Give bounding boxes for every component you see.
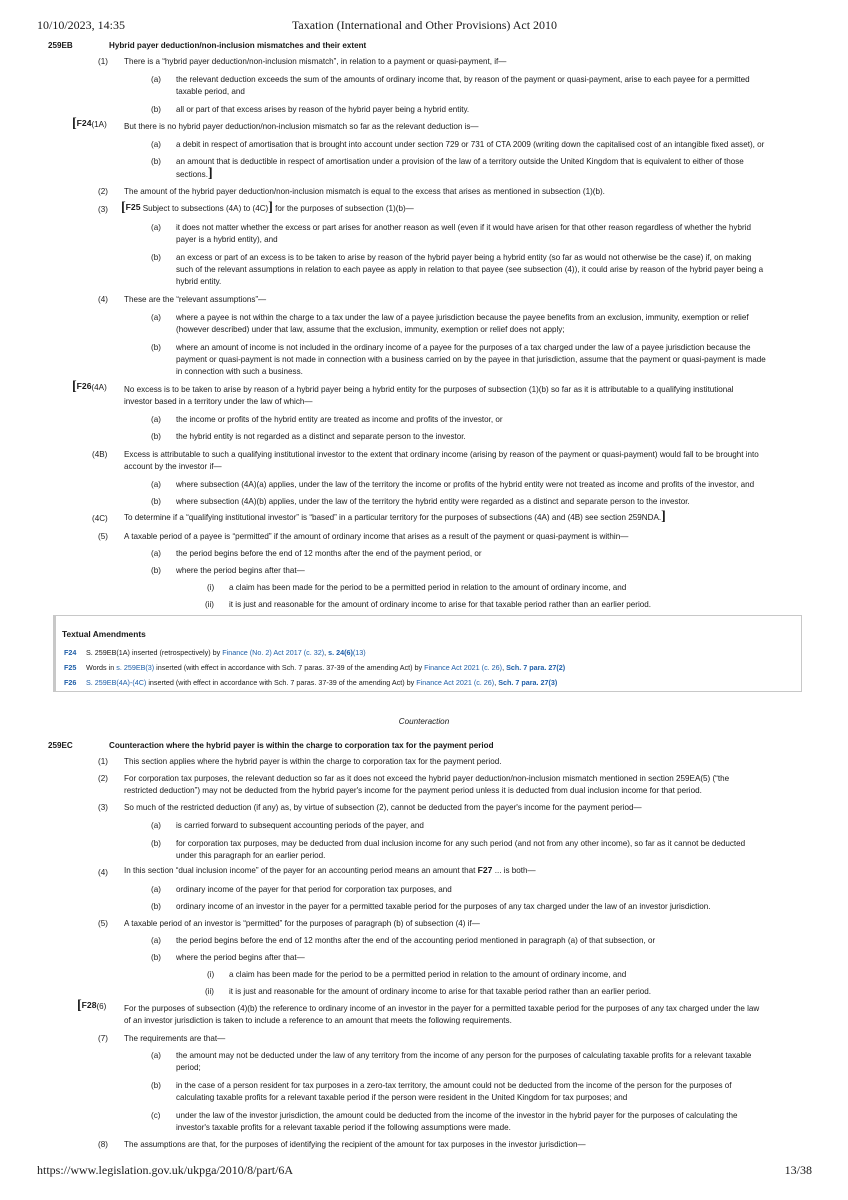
footnote-ref-f25[interactable]: F25 [125,202,141,212]
subsection-number: (6) [96,1002,107,1011]
textual-amendments-box [53,615,802,692]
subsection-text: For corporation tax purposes, the relevant deduction so far as it does not exceed the hybrid payer deduction/non-inclusion mismatch mentioned in section 259EA(5) (“the [124,774,730,783]
para-number: (a) [151,75,161,84]
para-number: (b) [151,902,161,911]
para-text: in connection with such a business. [176,367,303,376]
para-text: the amount may not be deducted under the law of any territory from the income of any person for the purposes of calculating taxable profits for a relevant taxable [176,1051,752,1060]
subpara-text: a claim has been made for the period to be a permitted period in relation to the amount of ordinary income, and [229,970,627,979]
subsection-text: In this section “dual inclusion income” of the payer for an accounting period means an amount that F27 ... is both— [124,865,536,875]
subpara-number: (i) [207,970,215,979]
para-text: where the period begins after that— [176,566,305,575]
subsection-text: of an investor jurisdiction is taken to include a reference to an amount that meets the following requirements. [124,1016,512,1025]
subsection-text: account by the investor if— [124,462,222,471]
para-text: is carried forward to subsequent accounting periods of the payer, and [176,821,424,830]
subsection-number: (1) [98,57,108,66]
subsection-text: The requirements are that— [124,1034,226,1043]
para-text: where subsection (4A)(b) applies, under the law of the territory the hybrid entity were regarded as a distinct and separate person to the investor. [176,497,690,506]
para-number: (c) [151,1111,161,1120]
amendment-link[interactable]: Sch. 7 para. 27(2) [506,663,566,672]
para-text: where an amount of income is not included in the ordinary income of a payee for the purposes of a tax charged under the law of a payee jurisdiction because the [176,343,751,352]
subsection-text: These are the “relevant assumptions”— [124,295,267,304]
amendment-link[interactable]: Sch. 7 para. 27(3) [498,678,558,687]
subpara-text: it is just and reasonable for the amount of ordinary income to arise for that taxable period rather than an earlier period. [229,600,652,609]
para-text: period; [176,1063,201,1072]
amendment-link[interactable]: (13) [352,648,366,657]
subsection-number: (4C) [92,514,108,523]
para-text: calculating taxable profits for a relevant taxable period if the person were resident in the United Kingdom for tax purposes; and [176,1093,628,1102]
amendment-marker: [F28(6) [77,998,107,1013]
subpara-number: (ii) [205,987,214,996]
subsection-text: A taxable period of an investor is “permitted” for the purposes of paragraph (b) of subsection (4) if— [124,919,480,928]
para-number: (b) [151,157,161,166]
para-text: the income or profits of the hybrid entity are treated as income and profits of the investor, or [176,415,503,424]
footnote-ref-f27[interactable]: F27 [477,865,493,875]
para-text: ordinary income of the payer for that period for corporation tax purposes, and [176,885,452,894]
subsection-text: investor based in a territory under the law of which— [124,397,313,406]
subpara-text: a claim has been made for the period to be a permitted period in relation to the amount of ordinary income, and [229,583,627,592]
para-number: (b) [151,953,161,962]
para-text: the hybrid entity is not regarded as a distinct and separate person to the investor. [176,432,466,441]
section-heading: Hybrid payer deduction/non-inclusion mismatches and their extent [109,41,367,50]
subsection-number: (3) [98,205,108,214]
subsection-text: [F25 Subject to subsections (4A) to (4C)] for the purposes of subsection (1)(b)— [121,200,414,215]
para-number: (a) [151,549,161,558]
subsection-text: But there is no hybrid payer deduction/non-inclusion mismatch so far as the relevant deduction is— [124,122,479,131]
para-text: ordinary income of an investor in the payer for a permitted taxable period for the purposes of any tax charged under the law of an investor jurisdiction. [176,902,711,911]
page-header [37,18,812,34]
para-text: for corporation tax purposes, may be deducted from dual inclusion income for any such period (and not from any other income), so far as it cannot be deducted [176,839,746,848]
para-text: it does not matter whether the excess or part arises for another reason as well (even if it would have arisen for that other reason regardless of whether the hybrid [176,223,751,232]
subsection-text: So much of the restricted deduction (if any) as, by virtue of subsection (2), cannot be deducted from the payer's income for the payment period— [124,803,642,812]
subsection-number: (4B) [92,450,108,459]
subsection-text: The assumptions are that, for the purposes of identifying the recipient of the amount for tax purposes in the investor jurisdiction— [124,1140,586,1149]
amendment-f26: F26 S. 259EB(4A)-(4C) inserted (with effect in accordance with Sch. 7 paras. 37-39 of the amending Act) by Finance Act 2021 (c. 26), Sch. 7 para. 27(3) [64,678,558,687]
amendment-f24: F24 S. 259EB(1A) inserted (retrospectively) by Finance (No. 2) Act 2017 (c. 32), s. 24(6)(13) [64,648,366,657]
para-number: (a) [151,415,161,424]
para-number: (a) [151,223,161,232]
para-text: the period begins before the end of 12 months after the end of the accounting period mentioned in paragraph (a) of that subsection, or [176,936,656,945]
para-number: (b) [151,566,161,575]
subsection-text: Excess is attributable to such a qualifying institutional investor to the extent that ordinary income (arising by reason of the payment or quasi-payment) would fall to be brought into [124,450,759,459]
subsection-number: (4A) [91,383,107,392]
subsection-number: (3) [98,803,108,812]
crossheading: Counteraction [398,717,450,726]
amendment-code[interactable]: F26 [64,678,77,687]
page-url: https://www.legislation.gov.uk/ukpga/2010/8/part/6A [37,1163,294,1177]
section-heading: Counteraction where the hybrid payer is within the charge to corporation tax for the payment period [109,741,494,750]
subsection-number: (1) [98,757,108,766]
para-text: an amount that is deductible in respect of amortisation under a provision of the law of a territory outside the United Kingdom that is equivalent to either of those [176,157,744,166]
para-number: (a) [151,936,161,945]
amendment-marker: [F26(4A) [72,379,107,394]
amendment-marker: [F24(1A) [72,116,107,131]
amendment-link[interactable]: Finance Act 2021 (c. 26) [424,663,503,672]
amendment-code[interactable]: F24 [64,648,77,657]
para-text: an excess or part of an excess is to be taken to arise by reason of the hybrid payer being a hybrid entity (so far as would not otherwise be the case) if, on making [176,253,752,262]
para-text: in the case of a person resident for tax purposes in a zero-tax territory, the amount could not be deducted from the income of the person for the purposes of [176,1081,732,1090]
page-number: 13/38 [784,1163,812,1177]
subsection-number: (4) [98,868,108,877]
subpara-text: it is just and reasonable for the amount of ordinary income to arise for that taxable period rather than an earlier period. [229,987,652,996]
para-number: (b) [151,253,161,262]
para-text: under the law of the investor jurisdiction, the amount could be deducted from the income of the investor in the hybrid payer for the purposes of calculating the [176,1111,738,1120]
para-text: where a payee is not within the charge to a tax under the law of a payee jurisdiction because the payee benefits from an exclusion, immunity, exemption or relief [176,313,749,322]
para-number: (b) [151,105,161,114]
subsection-number: (2) [98,774,108,783]
amendments-heading: Textual Amendments [62,629,146,639]
subsection-text: restricted deduction”) may not be deducted from the hybrid payer's income for the payment period unless it is deducted from dual inclusion income for that period. [124,786,702,795]
footnote-ref-f28[interactable]: F28 [81,1000,97,1010]
para-number: (b) [151,497,161,506]
document-title: Taxation (International and Other Provisions) Act 2010 [291,18,558,32]
para-text: hybrid entity. [176,277,222,286]
para-number: (b) [151,839,161,848]
amendment-link[interactable]: s. 259EB(3) [116,663,155,672]
subsection-text: For the purposes of subsection (4)(b) the reference to ordinary income of an investor in the payer for a permitted taxable period for the purposes of any tax charged under the law [124,1004,760,1013]
section-number: 259EB [48,41,73,50]
subsection-text: A taxable period of a payee is “permitted” if the amount of ordinary income that arises as a result of the payment or quasi-payment is within— [124,532,629,541]
subsection-text: To determine if a “qualifying institutional investor” is “based” in a particular territory for the purposes of subsections (4A) and (4B) see section 259NDA.] [124,509,666,524]
amendment-link[interactable]: S. 259EB(4A)-(4C) [86,678,147,687]
amendment-link[interactable]: Finance Act 2021 (c. 26) [416,678,495,687]
subpara-number: (ii) [205,600,214,609]
para-text: payment or quasi-payment is not made in connection with a business carried on by the payee in that jurisdiction, assume that the payment or quasi-payment is made [176,355,766,364]
subsection-text: No excess is to be taken to arise by reason of a hybrid payer being a hybrid entity for the purposes of subsection (1)(b) so far as it is attributable to a qualifying institutional [124,385,734,394]
para-text: where the period begins after that— [176,953,305,962]
para-number: (b) [151,432,161,441]
amendment-code[interactable]: F25 [64,663,77,672]
section-number: 259EC [48,741,73,750]
para-text: the period begins before the end of 12 months after the end of the payment period, or [176,549,482,558]
para-text: under this paragraph for an earlier period. [176,851,326,860]
para-text: the relevant deduction exceeds the sum of the amounts of ordinary income that, by reason of the payment or quasi-payment, arise to each payee for a permitted [176,75,750,84]
para-number: (a) [151,821,161,830]
para-number: (a) [151,885,161,894]
amendment-f25: F25 Words in s. 259EB(3) inserted (with effect in accordance with Sch. 7 paras. 37-39 of the amending Act) by Finance Act 2021 (c. 26), Sch. 7 para. 27(2) [64,663,566,672]
page-footer [37,1163,812,1179]
para-number: (a) [151,1051,161,1060]
para-text: a debit in respect of amortisation that is brought into account under section 729 or 731 of CTA 2009 (writing down the capitalised cost of an intangible fixed asset), or [176,140,765,149]
para-text: (however described) under that law, assume that the exclusion, immunity, exemption or relief does not apply; [176,325,565,334]
subsection-number: (8) [98,1140,108,1149]
para-text: payer is a hybrid entity), and [176,235,278,244]
para-text: all or part of that excess arises by reason of the hybrid payer being a hybrid entity. [176,105,470,114]
para-text: investor's taxable profits for a relevant taxable period if the following assumptions were made. [176,1123,511,1132]
subsection-text: This section applies where the hybrid payer is within the charge to corporation tax for the payment period. [124,757,502,766]
para-text: taxable period, and [176,87,245,96]
subsection-number: (7) [98,1034,108,1043]
subsection-text: There is a “hybrid payer deduction/non-inclusion mismatch”, in relation to a payment or quasi-payment, if— [124,57,507,66]
print-datetime: 10/10/2023, 14:35 [37,18,126,32]
subsection-number: (5) [98,532,108,541]
subsection-number: (1A) [91,120,107,129]
amendment-link[interactable]: Finance (No. 2) Act 2017 (c. 32) [222,648,325,657]
footnote-ref-f24[interactable]: F24 [76,118,92,128]
subpara-number: (i) [207,583,215,592]
footnote-ref-f26[interactable]: F26 [76,381,92,391]
para-number: (a) [151,140,161,149]
subsection-text: The amount of the hybrid payer deduction/non-inclusion mismatch is equal to the excess that arises as mentioned in subsection (1)(b). [124,187,605,196]
subsection-number: (4) [98,295,108,304]
para-number: (b) [151,1081,161,1090]
subsection-number: (5) [98,919,108,928]
para-text: where subsection (4A)(a) applies, under the law of the territory the income or profits of the hybrid entity were not treated as income and profits of the investor, and [176,480,755,489]
para-text: such of the relevant assumptions in relation to each payee as apply in relation to that payee (see subsection (4)), it could arise by reason of the hybrid payer being a [176,265,764,274]
para-number: (a) [151,313,161,322]
para-text: sections.] [176,166,213,181]
para-number: (b) [151,343,161,352]
subsection-number: (2) [98,187,108,196]
para-number: (a) [151,480,161,489]
amendment-link[interactable]: s. 24(6) [328,648,353,657]
